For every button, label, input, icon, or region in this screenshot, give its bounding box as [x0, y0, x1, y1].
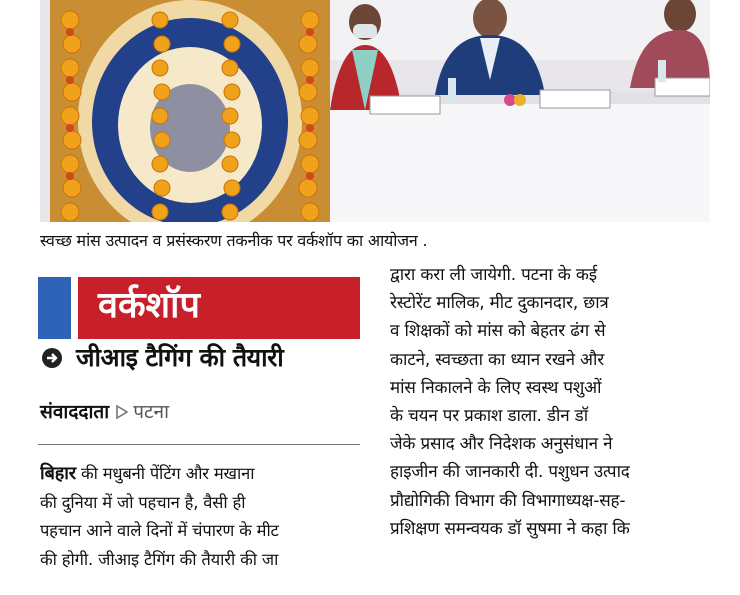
article-headline: जीआइ टैगिंग की तैयारी — [76, 343, 284, 372]
body-line: व शिक्षकों को मांस को बेहतर ढंग से — [390, 321, 606, 342]
body-line: मांस निकालने के लिए स्वस्थ पशुओं — [390, 377, 602, 398]
right-article-column — [390, 261, 720, 543]
byline — [40, 398, 169, 424]
body-line: काटने, स्वच्छता का ध्यान रखने और — [390, 349, 605, 370]
category-label: वर्कशॉप — [98, 285, 200, 326]
dateline-city: पटना — [133, 401, 170, 423]
body-line: प्रशिक्षण समन्वयक डॉ सुषमा ने कहा कि — [390, 518, 630, 539]
photo-caption: स्वच्छ मांस उत्पादन व प्रसंस्करण तकनीक पर वर्कशॉप का आयोजन . — [40, 231, 428, 250]
event-photo-illustration — [40, 0, 710, 222]
reporter-label: संवाददाता — [40, 401, 110, 423]
body-line: द्वारा करा ली जायेगी. पटना के कई — [390, 265, 597, 285]
body-line: के चयन पर प्रकाश डाला. डीन डॉ — [390, 406, 588, 427]
body-line: हाइजीन की जानकारी दी. पशुधन उत्पाद — [390, 462, 630, 483]
byline-divider — [38, 444, 360, 445]
body-line: की दुनिया में जो पहचान है, वैसी ही — [40, 492, 246, 512]
arrow-circle-icon — [41, 347, 63, 369]
left-article-column — [40, 460, 362, 574]
play-triangle-icon — [115, 404, 129, 420]
body-line: पहचान आने वाले दिनों में चंपारण के मीट — [40, 521, 279, 540]
body-line: बिहार की मधुबनी पेंटिंग और मखाना — [40, 463, 255, 484]
body-line: रेस्टोरेंट मालिक, मीट दुकानदार, छात्र — [390, 293, 609, 314]
body-line: जेके प्रसाद और निदेशक अनुसंधान ने — [390, 434, 613, 455]
event-photo — [40, 0, 710, 222]
category-tab-marker — [38, 277, 71, 339]
body-line: की होगी. जीआइ टैगिंग की तैयारी की जा — [40, 549, 279, 569]
lead-word: बिहार — [40, 463, 76, 484]
body-line: प्रौद्योगिकी विभाग की विभागाध्यक्ष-सह- — [390, 490, 626, 511]
